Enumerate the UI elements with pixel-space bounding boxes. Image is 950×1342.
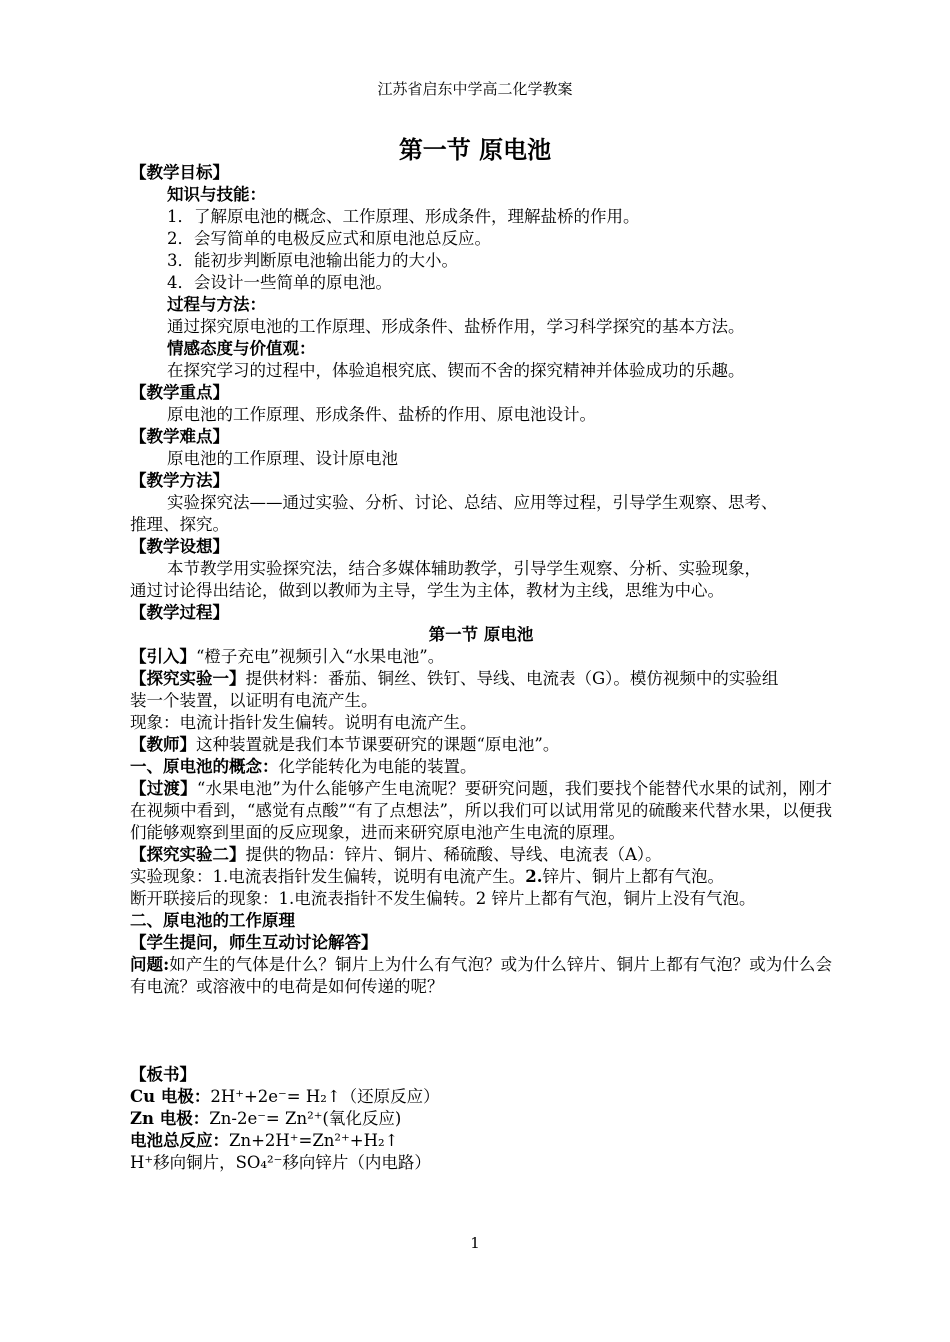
design-heading: 【教学设想】 xyxy=(130,537,229,556)
cu-equation: 2H⁺+2e⁻= H₂↑（还原反应） xyxy=(210,1087,440,1106)
goal-item-2: 2．会写简单的电极反应式和原电池总反应。 xyxy=(167,229,491,248)
intro-text: “橙子充电”视频引入“水果电池”。 xyxy=(196,647,445,666)
teacher-label: 【教师】 xyxy=(130,735,196,754)
board-heading: 【板书】 xyxy=(130,1065,196,1084)
exp2-phen-b: 2. xyxy=(525,867,543,886)
concept-paragraph xyxy=(130,756,832,778)
goal-item-4: 4．会设计一些简单的原电池。 xyxy=(167,273,392,292)
transition-label: 【过渡】 xyxy=(130,779,197,798)
goal-item-3: 3．能初步判断原电池输出能力的大小。 xyxy=(167,251,458,270)
teacher-paragraph xyxy=(130,734,832,756)
page-header: 江苏省启东中学高二化学教案 xyxy=(377,80,573,98)
phenomenon-1: 现象：电流计指针发生偏转。说明有电流产生。 xyxy=(130,713,477,732)
exp2-phenomenon xyxy=(130,866,832,888)
exp2-phen-c: 锌片、铜片上都有气泡。 xyxy=(542,867,724,886)
page-title: 第一节 原电池 xyxy=(398,136,552,164)
question-text: 如产生的气体是什么？铜片上为什么有气泡？或为什么锌片、铜片上都有气泡？或为什么会有电流？或溶液中的电荷是如何传递的呢？ xyxy=(130,955,833,996)
transition-paragraph xyxy=(130,778,832,844)
question-heading: 【学生提问，师生互动讨论解答】 xyxy=(130,933,378,952)
method-heading: 【教学方法】 xyxy=(130,471,229,490)
zn-equation: Zn-2e⁻= Zn²⁺(氧化反应) xyxy=(209,1109,402,1128)
process-text: 通过探究原电池的工作原理、形成条件、盐桥作用，学习科学探究的基本方法。 xyxy=(167,317,745,336)
emotion-heading: 情感态度与价值观： xyxy=(167,339,316,358)
question-label: 问题: xyxy=(130,955,170,974)
process-heading: 过程与方法： xyxy=(167,295,266,314)
exp2-text: 提供的物品：锌片、铜片、稀硫酸、导线、电流表（A）。 xyxy=(245,845,662,864)
cu-electrode xyxy=(130,1086,832,1108)
goal-item-1: 1．了解原电池的概念、工作原理、形成条件，理解盐桥的作用。 xyxy=(167,207,640,226)
total-label: 电池总反应： xyxy=(130,1131,229,1150)
exp2-phen-a: 实验现象：1.电流表指针发生偏转，说明有电流产生。 xyxy=(130,867,526,886)
ion-migration: H⁺移向铜片，SO₄²⁻移向锌片（内电路） xyxy=(130,1153,431,1172)
key-text: 原电池的工作原理、形成条件、盐桥的作用、原电池设计。 xyxy=(167,405,596,424)
exp1-line-2: 装一个装置，以证明有电流产生。 xyxy=(130,691,378,710)
section-title: 第一节 原电池 xyxy=(428,625,534,644)
teacher-text: 这种装置就是我们本节课要研究的课题“原电池”。 xyxy=(196,735,560,754)
zn-label: Zn 电极： xyxy=(130,1109,210,1128)
difficult-heading: 【教学难点】 xyxy=(130,427,229,446)
total-reaction xyxy=(130,1130,832,1152)
intro-label: 【引入】 xyxy=(130,647,196,666)
teaching-process-heading: 【教学过程】 xyxy=(130,603,229,622)
method-line-1: 实验探究法——通过实验、分析、讨论、总结、应用等过程，引导学生观察、思考、 xyxy=(167,493,778,512)
exp2-label: 【探究实验二】 xyxy=(130,845,246,864)
cu-label: Cu 电极： xyxy=(130,1087,211,1106)
exp2-paragraph xyxy=(130,844,832,866)
concept-label: 一、原电池的概念： xyxy=(130,757,279,776)
key-heading: 【教学重点】 xyxy=(130,383,229,402)
method-line-2: 推理、探究。 xyxy=(130,515,229,534)
difficult-text: 原电池的工作原理、设计原电池 xyxy=(167,449,398,468)
design-line-2: 通过讨论得出结论，做到以教师为主导，学生为主体，教材为主线，思维为中心。 xyxy=(130,581,724,600)
question-paragraph xyxy=(130,954,832,998)
total-equation: Zn+2H⁺=Zn²⁺+H₂↑ xyxy=(229,1131,399,1150)
exp1-label: 【探究实验一】 xyxy=(130,669,246,688)
exp1-paragraph xyxy=(130,668,832,690)
zn-electrode xyxy=(130,1108,832,1130)
knowledge-heading: 知识与技能： xyxy=(167,185,266,204)
concept-text: 化学能转化为电能的装置。 xyxy=(278,757,477,776)
intro-paragraph xyxy=(130,646,832,668)
principle-heading: 二、原电池的工作原理 xyxy=(130,911,295,930)
exp2-break: 断开联接后的现象：1.电流表指针不发生偏转。2 锌片上都有气泡，铜片上没有气泡。 xyxy=(130,889,756,908)
design-line-1: 本节教学用实验探究法，结合多媒体辅助教学，引导学生观察、分析、实验现象， xyxy=(167,559,761,578)
emotion-text: 在探究学习的过程中，体验追根究底、锲而不舍的探究精神并体验成功的乐趣。 xyxy=(167,361,745,380)
exp1-text: 提供材料：番茄、铜丝、铁钉、导线、电流表（G）。模仿视频中的实验组 xyxy=(245,669,779,688)
transition-text: “水果电池”为什么能够产生电流呢？要研究问题，我们要找个能替代水果的试剂，刚才在视频中看到，“感觉有点酸”“有了点想法”，所以我们可以试用常见的硫酸来代替水果，以便我们能够观察到里面的反应现象，进而来研究原电池产生电流的原理。 xyxy=(130,779,833,842)
document-body xyxy=(130,162,832,1174)
goal-heading: 【教学目标】 xyxy=(130,163,229,182)
page-number: 1 xyxy=(470,1234,480,1252)
